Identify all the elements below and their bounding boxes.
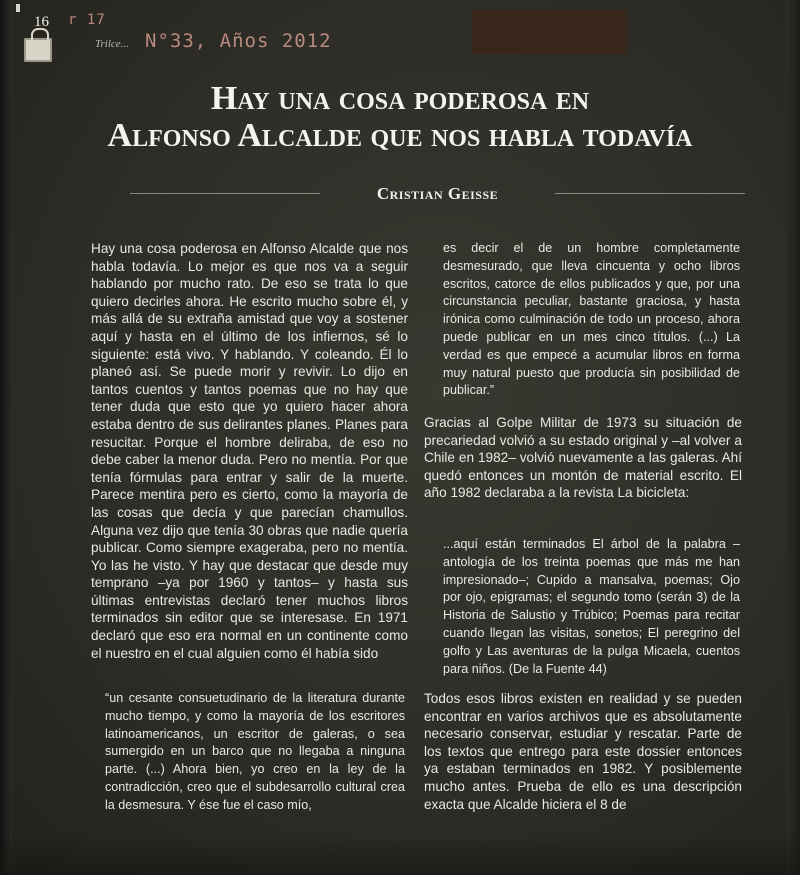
article-author: Cristian Geisse — [376, 184, 499, 203]
redaction-block — [472, 10, 627, 54]
divider-right — [555, 193, 745, 194]
block-quote-1-continued — [443, 240, 740, 400]
paragraph-text: Hay una cosa poderosa en Alfonso Alcalde que nos habla todavía. Lo mejor es que nos va a seguir hablando por mucho rato. De eso se trata lo que quiero decirles ahora. He escrito mucho sobre él, y más allá de su extraña amistad que voy a sostener aquí y hasta en el último de los infiernos, sé lo siguiente: está vivo. Y hablando. Y coleando. Él lo planeó así. Se puede morir y revivir. Lo dijo en tantos cuentos y tantos poemas que no hay que tener duda que esto que yo quiero hacer ahora estaba dentro de sus delirantes planes. Planes para resucitar. Porque el hombre deliraba, de eso no debe caber la menor duda. Pero no mentía. Por que tenía fórmulas para entrar y salir de la muerte. Parece mentira pero es cierto, como la mayoría de las cosas que decía y que parecían chamullos. Alguna vez dijo que tenía 30 obras que nadie quería publicar. Como siempre exageraba, pero no mentía. Yo las he visto. Y hay que destacar que desde muy temprano –ya por 1960 y tantos– y hasta sus últimas entrevistas declaró tener muchos libros terminados sin editor que se interesase. En 1971 declaró que eso era normal en un continente como el nuestro en el cual alguien como él había sido — [91, 241, 408, 661]
author-row — [130, 184, 745, 204]
page-shadow — [0, 835, 800, 875]
block-quote-1 — [105, 690, 405, 815]
scan-mark — [16, 4, 20, 12]
section-label: Trilce... — [95, 38, 129, 50]
quote-text: es decir el de un hombre completamente desmesurado, que lleva cincuenta y ocho libros escritos, catorce de ellos publicados y que, por una circunstancia peculiar, bastante graciosa, y hasta irónica como culminación de todo un proceso, ahora puede publicar en un mes cinco títulos. (...) La verdad es que empecé a acumular libros en forma muy natural puesto que producía sin posibilidad de publicar.” — [443, 241, 740, 398]
body-paragraph-2 — [424, 414, 742, 502]
block-quote-2 — [443, 536, 740, 678]
quote-text: ...aquí están terminados El árbol de la palabra –antología de los treinta poemas que más me han impresionado–; Cupido a mansalva, poemas; Ojo por ojo, epigramas; el segundo tomo (serán 3) de la Historia de Salustio y Trúbico; Poemas para recitar cuando llegan las visitas, sonetos; El peregrino del golfo y Las aventuras de la pulga Micaela, cuentos para niños. (De la Fuente 44) — [443, 537, 740, 676]
quote-text: “un cesante consuetudinario de la literatura durante mucho tiempo, y como la mayoría de los escritores latinoamericanos, un escritor de galeras, o sea sumergido en un barco que no llegaba a ninguna parte. (...) Ahora bien, yo creo en la ley de la contradicción, creo que el subdesarrollo cultural crea la desmesura. Y ése fue el caso mío, — [105, 691, 405, 812]
article-title-line1: Hay una cosa poderosa en — [210, 80, 590, 117]
library-stamp-icon — [24, 38, 52, 62]
body-paragraph-1 — [91, 240, 408, 662]
handwritten-prefix: r 17 — [68, 12, 106, 28]
article-title-line2: Alfonso Alcalde que nos habla todavía — [107, 117, 693, 154]
page-spine — [0, 0, 12, 875]
handwritten-note: N°33, Años 2012 — [145, 30, 332, 52]
page-number: 16 — [34, 14, 49, 30]
paragraph-text: Todos esos libros existen en realidad y se pueden encontrar en varios archivos que es absolutamente necesario conservar, estudiar y rescatar. Parte de los textos que entrego para este dossier entonces ya estaban terminados en 1982. Y posiblemente mucho antes. Prueba de ello es una descripción exacta que Alcalde hiciera el 8 de — [424, 691, 742, 812]
body-paragraph-3 — [424, 690, 742, 813]
page-edge — [786, 0, 800, 875]
paragraph-text: Gracias al Golpe Militar de 1973 su situación de precariedad volvió a su estado original y –al volver a Chile en 1982– volvió nuevamente a las galeras. Ahí quedó entonces un montón de material escrito. El año 1982 declaraba a la revista La bicicleta: — [424, 415, 742, 501]
divider-left — [130, 193, 320, 194]
